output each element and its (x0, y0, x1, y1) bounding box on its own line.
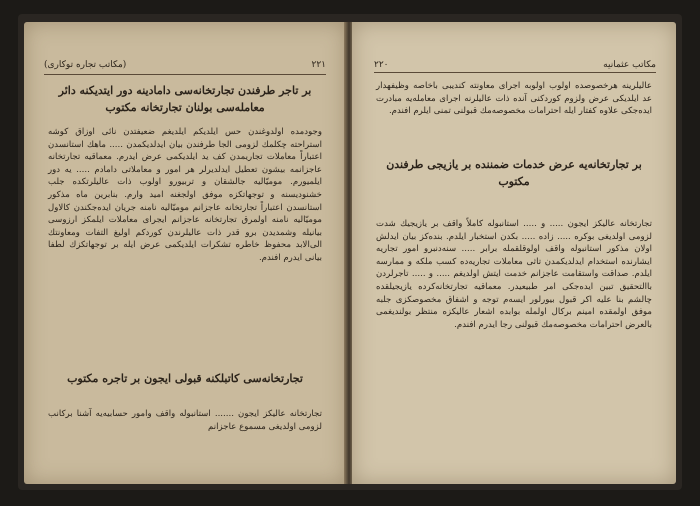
letter-body: عاليلرينه هرخصوصده اولوب اولوبه اجراى معاونته كنديبى باخاصه وظيفهدار عد ايلديكى عرض ولزوم كوردكنى آنده ذات عاليلرنه اجراى معامله‌يه مبادرت ايده‌جكى علاوه كفتار ايله احترامات مخصوصه‌مك قبولنى تمنى ايلرم افندم. (376, 81, 652, 117)
page-number: ٢٢٠ (374, 60, 389, 70)
book-spread (18, 14, 682, 490)
letter-body: تجارتخانه عاليكز ايجون ..... و ..... استانبوله كاملاً واقف بر يازيجيك شدت لزومى اولديغى بوكره ..... زاده ..... بكدن استخبار ايلدم. بنده‌كز بيان ايدلش اولان مذكور استانبوله واقف اولوقلقمله برابر ..... سنه‌دنبرو امور تجاريه ايشارنده استخدام ايدلديكمدن تاثى معاملات تجاريه‌ده كسب ملكه و ممارسه ايلدم. صداقت واستقامت عاجزانم خدمت ايتش اولديغم ..... و ..... تاجرلردن باالتحقيق تبين ايده‌جكى امر طبيعيدر. معماقيه تجارتخانه‌كرده يازيجيلقده چالشم بنا عليه اكر قبول بيورلور ايسه‌م توجه و اشفاق مخصوصكزى جلبه موفق اولمقده امينم بركال اولمله بوابده اشعار عاليكزه منتظر بولنديغمى بالعرض احترامات مخصوصه‌مك قبولنى رجا ايدرم افندم. (376, 219, 652, 330)
letter-heading: بر تاجر طرفندن تجارتخانه‌سى دامادينه دور ايتديكنه دائر معامله‌سى بولنان تجارتخانه مكتوب (58, 84, 312, 114)
letter-heading: بر تجارتخانه‌يه عرض خدمات ضمننده بر يازيجى طرفندن مكتوب (386, 158, 642, 188)
left-page-header (44, 58, 326, 72)
page-number: ٢٢١ (311, 60, 326, 70)
letter-body: وجودمده اولدوغندن حس ايلديكم ايلديغم ضعيفتدن نائى اوزاق كوشه استراحته چكلمك لزومى الجا طرفندن بيان ايدلديكمدن ..... ماهك استانسدن اعتباراً معاملات تجاريمدن كف يد ايلديكمى عرض ايدرم. معماقيه تجارتخانه عاجزانمه بيشون تعطيل ايدلديرلر هر امور و معاملاتى دامادم ..... يه دور ايلميورم. موميّاليه جالشقان و تربيورو اولوب ذات عاليلرتكده جلب خشنوديسنه و توجهاتكزه موفق اولجغنه اميد وارم. بنابرين ماه مذكور استانسدن اعتباراً تجارتخانه عاجزانم موميّاليه نامنه جريان ايده‌جكندن كالاول موميّاليه نامنه اولمرق تجارتخانه عاجزانم ايجراى معاملات ايلمكز ارزوسى بيانيله وشمديدن برو قدر ذات عاليلرندن كوردكم اوليغ التفات ومعاونتك الى‌الابد محفوظ خاطره تشكرات ايلديكمى عرض ايله بر توجهاتكزك لطفا بيانى ايدرم افندم. (48, 127, 322, 263)
left-page (24, 22, 346, 484)
right-page (352, 22, 676, 484)
letter-body: تجارتخانه عاليكز ايجون ....... استانبوله واقف وامور حسابيه‌يه آشنا بركانب لزومى اولديغى مسموع عاجزانم (48, 409, 322, 432)
header-rule (44, 74, 326, 75)
running-title: مكاتب عثمانيه (603, 60, 656, 70)
letter-heading: تجارتخانه‌سى كاتبلكنه قبولى ايجون بر تاجره مكتوب (67, 372, 303, 385)
running-title: (مكاتب تجاره توكارى) (44, 60, 127, 70)
header-rule (374, 72, 656, 73)
right-page-header (374, 58, 656, 72)
